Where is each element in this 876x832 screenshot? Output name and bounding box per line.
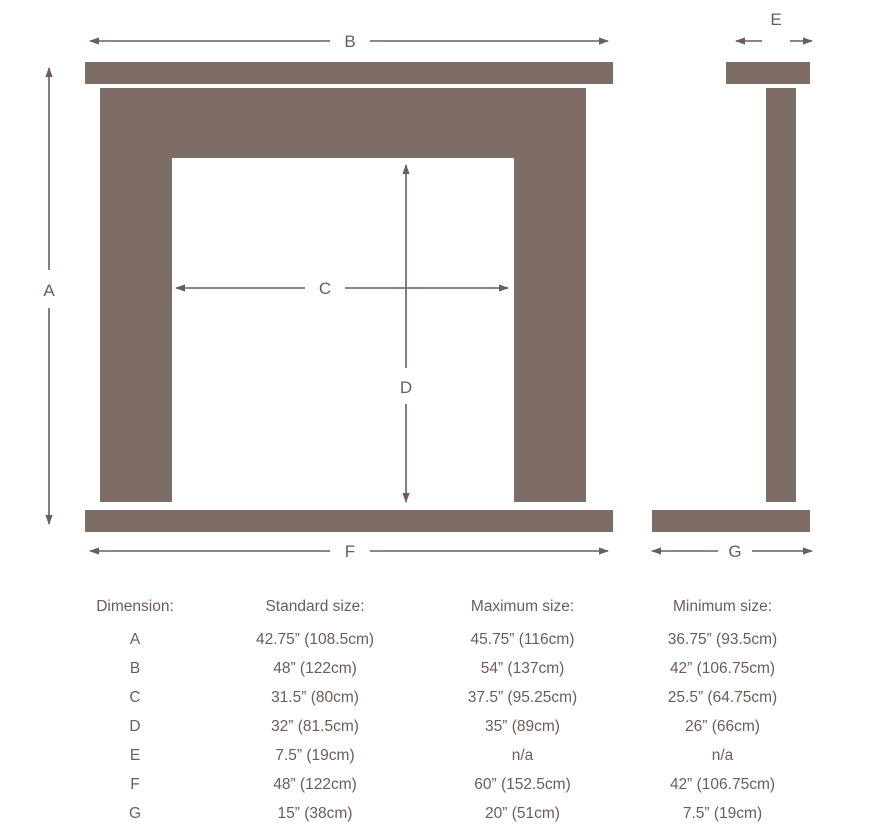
dimension-label-c: C <box>318 279 332 298</box>
cell-standard: 42.75” (108.5cm) <box>255 630 375 648</box>
column-header-dimension: Dimension: <box>96 598 174 615</box>
dimension-line-e <box>736 10 812 41</box>
cell-standard: 15” (38cm) <box>277 804 353 822</box>
column-header-standard: Standard size: <box>265 598 365 615</box>
dimension-label-d: D <box>399 378 413 397</box>
cell-maximum: 35” (89cm) <box>485 717 560 735</box>
cell-standard: 48” (122cm) <box>273 775 357 793</box>
cell-standard: 48” (122cm) <box>273 659 357 677</box>
cell-minimum: 42” (106.75cm) <box>669 659 776 677</box>
cell-maximum: n/a <box>511 746 534 764</box>
cell-standard: 7.5” (19cm) <box>275 746 355 764</box>
cell-dimension: G <box>128 804 142 822</box>
dimension-line-c <box>176 279 508 298</box>
cell-minimum: 26” (66cm) <box>685 717 760 735</box>
front-view-shape <box>85 62 613 532</box>
table-row <box>60 770 820 799</box>
cell-maximum: 37.5” (95.25cm) <box>467 688 578 706</box>
table-row <box>60 654 820 683</box>
table-row <box>60 799 820 828</box>
cell-minimum: n/a <box>711 746 734 764</box>
cell-maximum: 54” (137cm) <box>480 659 565 677</box>
dimensions-table <box>60 592 820 828</box>
cell-maximum: 20” (51cm) <box>485 804 560 822</box>
cell-dimension: A <box>129 630 141 648</box>
dimension-label-e: E <box>770 10 782 29</box>
cell-minimum: 36.75” (93.5cm) <box>667 630 778 648</box>
dimension-line-d <box>400 165 412 502</box>
table-row <box>60 625 820 654</box>
dimension-line-f <box>90 542 608 561</box>
table-row <box>60 712 820 741</box>
column-header-minimum: Minimum size: <box>672 598 773 615</box>
table-row <box>60 741 820 770</box>
cell-maximum: 45.75” (116cm) <box>470 630 575 648</box>
cell-standard: 31.5” (80cm) <box>271 688 359 706</box>
dimension-label-f: F <box>344 542 356 561</box>
cell-minimum: 7.5” (19cm) <box>682 804 763 822</box>
dimension-line-a <box>43 68 55 524</box>
cell-maximum: 60” (152.5cm) <box>474 775 571 793</box>
column-header-maximum: Maximum size: <box>470 598 575 615</box>
cell-minimum: 42” (106.75cm) <box>669 775 776 793</box>
dimension-label-b: B <box>344 32 356 51</box>
dimension-line-b <box>90 32 608 51</box>
cell-dimension: F <box>130 775 140 793</box>
cell-dimension: D <box>129 717 141 735</box>
side-view-shape <box>652 62 810 532</box>
cell-dimension: B <box>129 659 141 677</box>
cell-minimum: 25.5” (64.75cm) <box>667 688 778 706</box>
dimension-label-a: A <box>43 281 55 300</box>
table-row <box>60 683 820 712</box>
dimension-label-g: G <box>728 542 742 561</box>
dimension-line-g <box>652 542 812 561</box>
cell-dimension: E <box>129 746 141 764</box>
table-header-row <box>60 592 820 625</box>
cell-standard: 32” (81.5cm) <box>271 717 359 735</box>
cell-dimension: C <box>129 688 141 706</box>
